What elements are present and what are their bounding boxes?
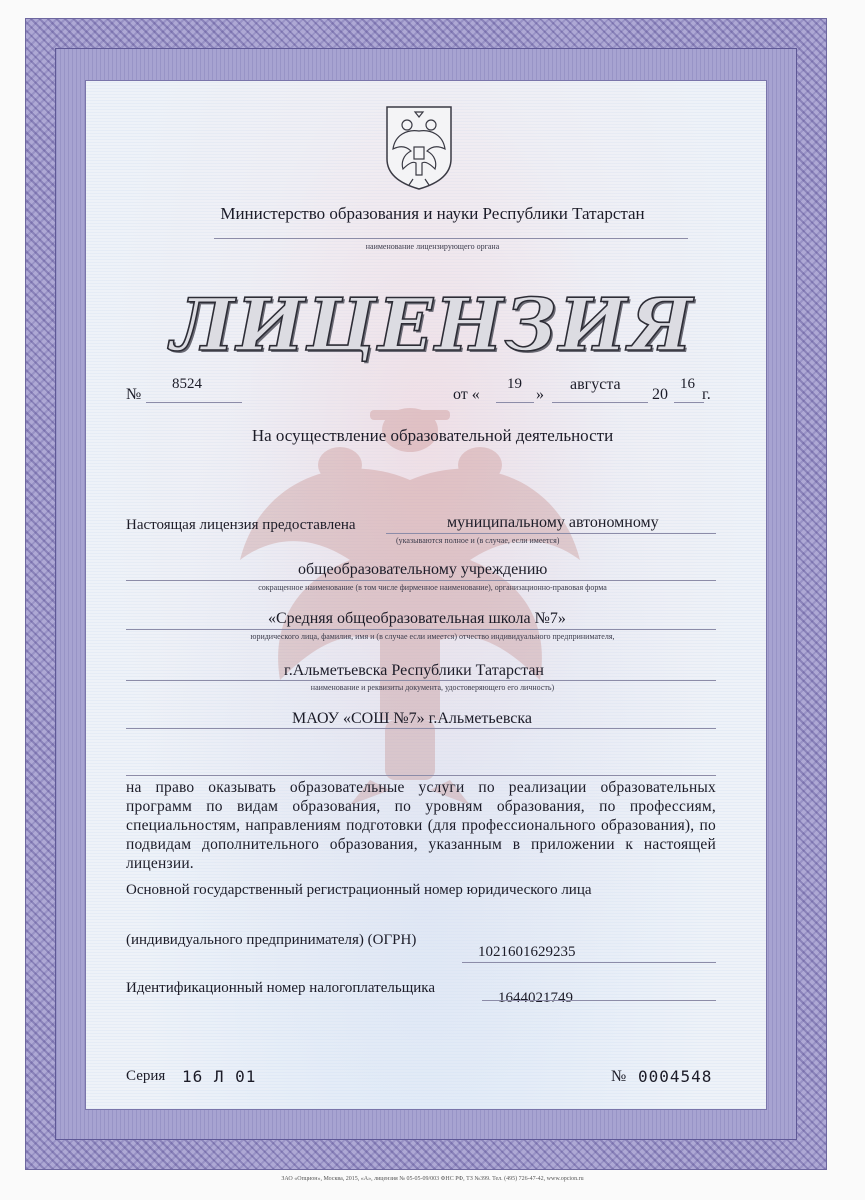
grantee-underline-5 xyxy=(126,728,716,729)
rights-paragraph: на право оказывать образовательные услуги по реализации образовательных программ по видам образования, по уровням образования, по профессиям, специальностям, направлениям подготовки (для профессионального образования), по подвидам дополнительного образования, указанным в приложении к настоящей лицензии. xyxy=(126,779,716,872)
date-month: августа xyxy=(570,376,621,393)
grantee-underline-2 xyxy=(126,580,716,581)
grantee-underline-1 xyxy=(386,533,716,534)
printer-imprint: ЗАО «Опцион», Москва, 2015, «А», лицензия № 05-05-09/003 ФНС РФ, ТЗ №399. Тел. (495) 726-47-42, www.opcion.ru xyxy=(281,1176,584,1182)
grantee-caption-4: наименование и реквизиты документа, удостоверяющего его личность) xyxy=(310,683,555,692)
series-label: Серия xyxy=(126,1068,166,1084)
ogrn-underline xyxy=(462,962,716,963)
date-close-quote: » xyxy=(536,386,544,403)
grantee-caption-3: юридического лица, фамилия, имя и (в случае если имеется) отчество индивидуального предпринимателя, xyxy=(250,632,615,641)
date-year-prefix: 20 xyxy=(652,386,668,403)
grantee-underline-4 xyxy=(126,680,716,681)
activity-type: На осуществление образовательной деятельности xyxy=(251,426,614,445)
date-year-underline xyxy=(674,402,704,403)
ogrn-label-1: Основной государственный регистрационный номер юридического лица xyxy=(126,882,592,898)
inn-value: 1644021749 xyxy=(498,990,573,1006)
series-value: 16 Л 01 xyxy=(182,1067,257,1086)
ogrn-value: 1021601629235 xyxy=(478,944,576,960)
grantee-short-name: МАОУ «СОШ №7» г.Альметьевска xyxy=(292,710,533,727)
date-year-letter: г. xyxy=(702,386,711,403)
grantee-line-2: общеобразовательному учреждению xyxy=(298,561,548,578)
ministry-caption: наименование лицензирующего органа xyxy=(365,242,500,251)
coat-of-arms-icon xyxy=(383,103,455,191)
grantee-line-4: г.Альметьевска Республики Татарстан xyxy=(284,662,544,679)
ogrn-label-2: (индивидуального предпринимателя) (ОГРН) xyxy=(126,932,417,948)
ministry-underline xyxy=(214,238,688,239)
date-year: 16 xyxy=(680,376,695,392)
grantee-line-1: муниципальному автономному xyxy=(447,514,659,531)
eagle-watermark-icon xyxy=(220,390,600,810)
blank-number-label: № xyxy=(611,1068,627,1085)
license-number: 8524 xyxy=(172,376,202,392)
grantee-intro: Настоящая лицензия предоставлена xyxy=(126,517,356,533)
grantee-caption-1: (указываются полное и (в случае, если имеется) xyxy=(396,536,560,545)
date-month-underline xyxy=(552,402,648,403)
inn-underline xyxy=(482,1000,716,1001)
date-prefix: от « xyxy=(453,386,480,403)
blank-number-value: 0004548 xyxy=(638,1067,713,1086)
license-number-prefix: № xyxy=(126,386,142,403)
grantee-caption-2: сокращенное наименование (в том числе фирменное наименование), организационно-правовая форма xyxy=(258,583,607,592)
grantee-underline-3 xyxy=(126,629,716,630)
grantee-underline-6 xyxy=(126,775,716,776)
license-title: ЛИЦЕНЗИЯ xyxy=(170,282,695,367)
ministry-name: Министерство образования и науки Республики Татарстан xyxy=(220,204,645,223)
date-day: 19 xyxy=(507,376,522,392)
date-day-underline xyxy=(496,402,534,403)
inn-label: Идентификационный номер налогоплательщика xyxy=(126,980,436,996)
grantee-line-3: «Средняя общеобразовательная школа №7» xyxy=(268,610,566,627)
license-number-underline xyxy=(146,402,242,403)
